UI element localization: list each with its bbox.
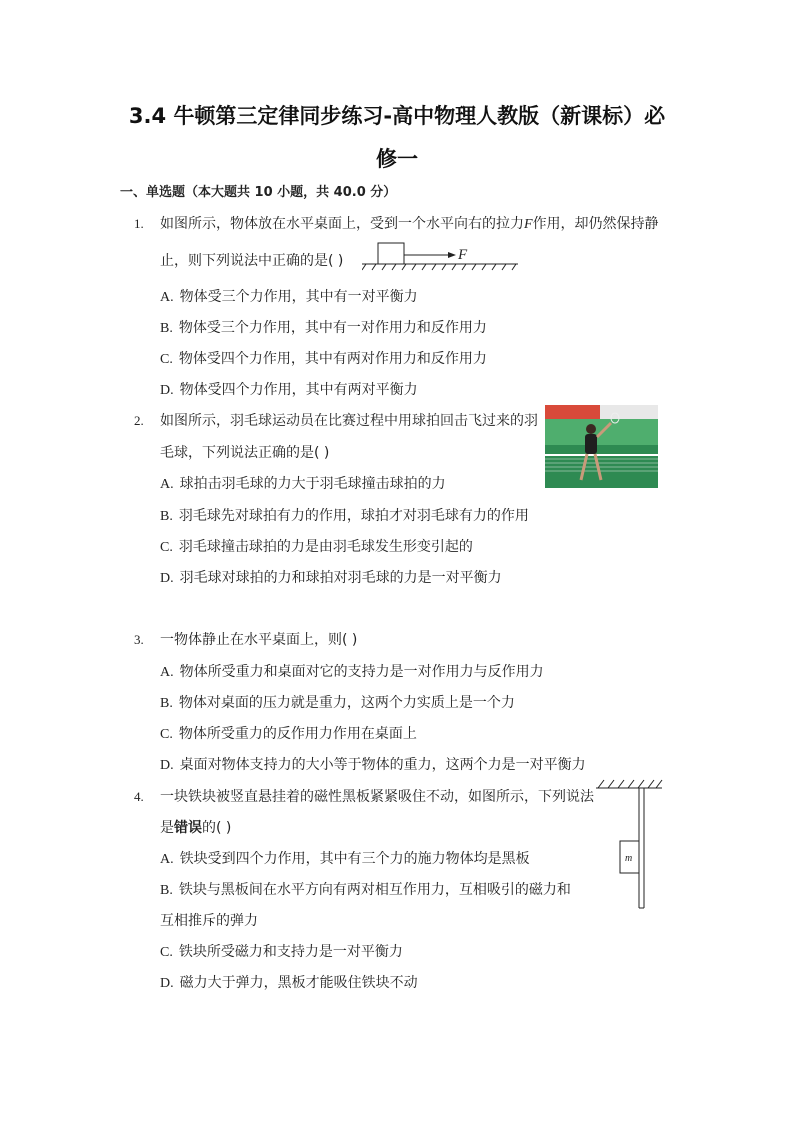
question-1-stem-line2: 止，则下列说法中正确的是( ) bbox=[160, 253, 344, 269]
question-1-stem-line1: 如图所示，物体放在水平桌面上，受到一个水平向右的拉力F作用，却仍然保持静 bbox=[160, 216, 659, 232]
question-1-option-d: D. 物体受四个力作用，其中有两对平衡力 bbox=[160, 382, 418, 398]
document-title-line1: 3.4 牛顿第三定律同步练习-高中物理人教版（新课标）必 bbox=[128, 104, 666, 128]
force-label: F bbox=[458, 247, 468, 263]
badminton-photo-illustration bbox=[545, 405, 658, 488]
document-title-line2: 修一 bbox=[376, 147, 418, 171]
question-3-option-c: C. 物体所受重力的反作用力作用在桌面上 bbox=[160, 726, 417, 742]
question-1-number: 1. bbox=[134, 216, 144, 231]
question-4-stem-line2: 是错误的( ) bbox=[160, 820, 232, 836]
badminton-player-photo bbox=[545, 405, 658, 488]
ceiling-hatching bbox=[598, 780, 662, 788]
question-3-option-a: A. 物体所受重力和桌面对它的支持力是一对作用力与反作用力 bbox=[160, 664, 544, 680]
question-2-stem-line2: 毛球，下列说法正确的是( ) bbox=[160, 445, 330, 461]
question-2-number: 2. bbox=[134, 413, 144, 428]
question-2-option-a: A. 球拍击羽毛球的力大于羽毛球撞击球拍的力 bbox=[160, 476, 446, 492]
question-1-option-c: C. 物体受四个力作用，其中有两对作用力和反作用力 bbox=[160, 351, 487, 367]
question-2-option-d: D. 羽毛球对球拍的力和球拍对羽毛球的力是一对平衡力 bbox=[160, 570, 502, 586]
table-hatching bbox=[362, 264, 516, 270]
question-1-option-b: B. 物体受三个力作用，其中有一对作用力和反作用力 bbox=[160, 320, 487, 336]
force-variable: F bbox=[524, 217, 533, 232]
question-3-stem: 一物体静止在水平桌面上，则( ) bbox=[160, 632, 358, 648]
mass-label: m bbox=[625, 853, 633, 864]
block-shape bbox=[378, 243, 404, 264]
player-head bbox=[586, 424, 596, 434]
emphasis-wrong: 错误 bbox=[174, 820, 202, 836]
photo-court bbox=[545, 445, 658, 488]
question-4-option-b: B. 铁块与黑板间在水平方向有两对相互作用力，互相吸引的磁力和 bbox=[160, 882, 571, 898]
question-2-option-c: C. 羽毛球撞击球拍的力是由羽毛球发生形变引起的 bbox=[160, 539, 473, 555]
question-2-stem-line1: 如图所示，羽毛球运动员在比赛过程中用球拍回击飞过来的羽 bbox=[160, 413, 538, 429]
question-3-number: 3. bbox=[134, 632, 144, 647]
question-2-option-b: B. 羽毛球先对球拍有力的作用，球拍才对羽毛球有力的作用 bbox=[160, 508, 529, 524]
question-4-stem-line1: 一块铁块被竖直悬挂着的磁性黑板紧紧吸住不动，如图所示，下列说法 bbox=[160, 789, 594, 805]
force-arrow-head bbox=[448, 252, 456, 258]
question-4-option-c: C. 铁块所受磁力和支持力是一对平衡力 bbox=[160, 944, 403, 960]
question-4-option-d: D. 磁力大于弹力，黑板才能吸住铁块不动 bbox=[160, 975, 418, 991]
question-4-option-a: A. 铁块受到四个力作用，其中有三个力的施力物体均是黑板 bbox=[160, 851, 530, 867]
question-1-option-a: A. 物体受三个力作用，其中有一对平衡力 bbox=[160, 289, 418, 305]
question-4-number: 4. bbox=[134, 789, 144, 804]
question-3-option-d: D. 桌面对物体支持力的大小等于物体的重力，这两个力是一对平衡力 bbox=[160, 757, 586, 773]
section-heading: 一、单选题（本大题共 10 小题，共 40.0 分） bbox=[120, 185, 397, 200]
question-4-figure-magnetic-board bbox=[592, 776, 664, 910]
photo-banner-white bbox=[600, 405, 658, 419]
question-4-option-b-continued: 互相推斥的弹力 bbox=[160, 913, 258, 929]
question-1-figure-block-on-table bbox=[362, 240, 520, 272]
question-3-option-b: B. 物体对桌面的压力就是重力，这两个力实质上是一个力 bbox=[160, 695, 515, 711]
player-torso bbox=[585, 434, 597, 454]
